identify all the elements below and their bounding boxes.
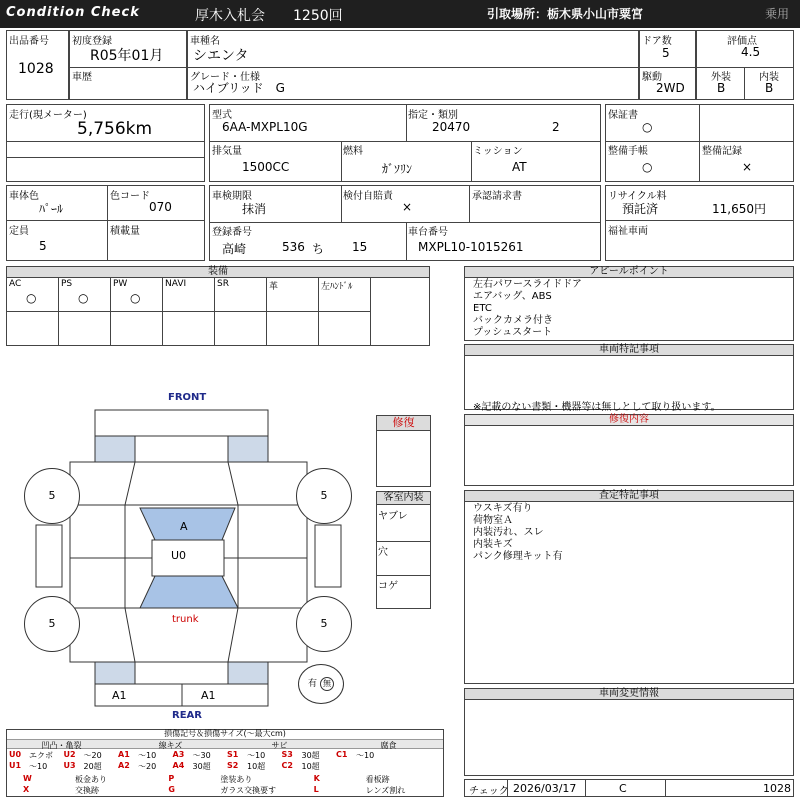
interior-value: B: [765, 81, 774, 95]
liability-label: 検付自賠責: [343, 191, 393, 202]
inspection-value: 抹消: [242, 202, 267, 216]
recycle-amount: 11,650円: [712, 202, 766, 216]
equipment-divider: [267, 311, 318, 312]
body-outline: [70, 462, 307, 662]
legend-group: 凹凸・亀裂: [7, 739, 116, 749]
cabin-title: 客室内装: [377, 492, 430, 505]
fuel-value: ｶﾞｿﾘﾝ: [382, 162, 413, 176]
legend-code: L: [313, 785, 319, 794]
equipment-value: ○: [78, 291, 89, 305]
legend-group: 線キズ: [116, 739, 225, 749]
score-box: [696, 30, 794, 100]
drive-label: 駆動: [642, 72, 662, 83]
assessment-box: [464, 490, 794, 684]
model-box: [209, 104, 601, 182]
class-value: 2: [552, 120, 560, 134]
assessment-line: 内装汚れ、スレ: [473, 527, 544, 538]
equipment-cell: [163, 278, 215, 345]
legend-text: 〜10: [356, 751, 375, 760]
legend-code: X: [23, 785, 30, 794]
equipment-divider: [59, 311, 110, 312]
inspection-label: 車検期限: [212, 191, 252, 202]
front-label: FRONT: [168, 392, 207, 403]
rear-glass: [140, 576, 238, 608]
legend-text: 〜30: [192, 751, 211, 760]
check-number: 1028: [763, 782, 791, 795]
welfare-label: 福祉車両: [608, 226, 648, 237]
first-reg-value: R05年01月: [90, 48, 164, 64]
doors-box: [639, 30, 696, 100]
special-note: ※記載のない書類・機器等は無しとして取り扱います。: [473, 402, 721, 413]
assessment-line: パンク修理キット有: [473, 551, 563, 562]
registration-box: [209, 185, 601, 261]
equipment-divider: [319, 311, 370, 312]
legend-code: C2: [281, 761, 293, 770]
hood: [125, 462, 238, 505]
legend-code: S1: [227, 750, 239, 759]
auction-name: 厚木入札会: [195, 8, 265, 24]
color-code-label: 色コード: [110, 191, 150, 202]
pickup-location: 引取場所：栃木県小山市粟宮: [487, 7, 644, 21]
mileage-label: 走行(現メーター): [9, 110, 87, 121]
appeal-title: アピールポイント: [465, 267, 793, 278]
legend-box: [6, 729, 444, 797]
tire-rear-left-value: 5: [48, 617, 56, 630]
color-code-value: 070: [149, 200, 172, 214]
legend-text: レンズ割れ: [365, 786, 406, 795]
equipment-cell: [319, 278, 371, 345]
tire-front-left-value: 5: [48, 489, 56, 502]
cabin-item-tear: ヤブレ: [378, 511, 408, 522]
tire-front-right-value: 5: [320, 489, 328, 502]
legend-code: A1: [118, 750, 130, 759]
chassis-value: MXPL10-1015261: [418, 240, 524, 254]
equipment-name: 左ﾊﾝﾄﾞﾙ: [321, 282, 353, 292]
cabin-item-hole: 穴: [378, 547, 388, 558]
changes-title: 車両変更情報: [465, 689, 793, 700]
right-mirror: [315, 525, 341, 587]
appeal-line: エアバッグ、ABS: [473, 291, 552, 302]
model-label: 型式: [212, 110, 232, 121]
drive-value: 2WD: [656, 81, 685, 95]
legend-code: P: [168, 774, 175, 783]
equipment-title: 装備: [7, 267, 429, 278]
interior-label: 内装: [759, 72, 779, 83]
legend-text: 〜10: [247, 751, 266, 760]
mileage-value: 5,756km: [77, 119, 153, 139]
equipment-cell: [215, 278, 267, 345]
tire-front-right: [296, 468, 352, 524]
legend-text: 20超: [83, 762, 102, 771]
car-name-label: 車種名: [190, 36, 220, 47]
equipment-divider: [215, 311, 266, 312]
assessment-line: 内装キズ: [473, 539, 513, 550]
rear-left-mark: A1: [112, 689, 127, 702]
appeal-line: バックカメラ付き: [473, 315, 553, 326]
legend-code: K: [313, 774, 320, 783]
designation-value: 20470: [432, 120, 471, 134]
spare-mark: 無: [320, 677, 334, 691]
approval-label: 承認請求書: [472, 191, 522, 202]
first-reg-box: [69, 30, 187, 100]
first-reg-label: 初度登録: [72, 36, 112, 47]
legend-text: 30超: [301, 751, 320, 760]
recycle-label: リサイクル料: [608, 191, 667, 202]
equipment-cell: [267, 278, 319, 345]
legend-text: エクボ: [29, 751, 53, 760]
score-label: 評価点: [727, 36, 757, 47]
tire-rear-right: [296, 596, 352, 652]
front-right-corner: [228, 436, 268, 462]
legend-code: G: [168, 785, 175, 794]
equipment-name: 革: [269, 282, 279, 292]
doors-value: 5: [662, 46, 670, 60]
plate-number: 15: [352, 240, 368, 254]
equipment-name: SR: [217, 279, 229, 289]
special-title: 車両特記事項: [465, 345, 793, 356]
equipment-divider: [111, 311, 162, 312]
equipment-name: PS: [61, 279, 73, 289]
roof-mark: U0: [171, 549, 187, 562]
score-value: 4.5: [741, 45, 761, 59]
equipment-cell: [111, 278, 163, 345]
rear-right-mark: A1: [201, 689, 216, 702]
legend-text: 塗装あり: [220, 775, 253, 784]
legend-text: 10超: [247, 762, 266, 771]
check-bar: [464, 779, 794, 797]
spare-tire-indicator: [298, 664, 344, 704]
legend-text: 交換跡: [75, 786, 99, 795]
legend-title: 損傷記号＆損傷サイズ(〜最大cm): [164, 729, 286, 738]
car-name-value: シエンタ: [193, 48, 249, 64]
brand-title: Condition Check: [6, 5, 140, 20]
legend-code: U2: [63, 750, 76, 759]
legend-text: 板金あり: [75, 775, 107, 784]
rear-label: REAR: [172, 710, 202, 721]
exterior-label: 外装: [711, 72, 731, 83]
equipment-divider: [163, 311, 214, 312]
legend-code: A2: [118, 761, 130, 770]
roof: [152, 540, 224, 576]
cabin-box: [376, 491, 431, 609]
session-number: 1250回: [293, 8, 343, 24]
repair-details-title: 修復内容: [465, 415, 793, 426]
recycle-status: 預託済: [622, 202, 659, 216]
mileage-box: [6, 104, 205, 182]
fuel-label: 燃料: [343, 146, 363, 157]
category-label: 乗用: [765, 7, 790, 21]
color-box: [6, 185, 205, 261]
repair-title: 修復: [377, 416, 430, 431]
front-left-corner: [95, 436, 135, 462]
equipment-value: ○: [130, 291, 141, 305]
equipment-box: [6, 266, 430, 346]
check-grade: C: [619, 782, 627, 795]
plate-label: 登録番号: [212, 227, 252, 238]
chassis-label: 車台番号: [408, 227, 448, 238]
header-bar: [0, 0, 800, 28]
displacement-label: 排気量: [212, 146, 242, 157]
equipment-cell: [7, 278, 59, 345]
legend-text: 〜10: [29, 762, 48, 771]
appeal-line: プッシュスタート: [473, 327, 553, 338]
legend-text: ガラス交換要す: [220, 786, 277, 795]
model-value: 6AA-MXPL10G: [222, 120, 308, 134]
displacement-value: 1500CC: [242, 160, 290, 174]
legend-text: 〜20: [83, 751, 102, 760]
maintenance-record-label: 整備記録: [702, 146, 742, 157]
tire-front-left: [24, 468, 80, 524]
cabin-item-burn: コゲ: [378, 581, 398, 592]
changes-box: [464, 688, 794, 776]
legend-code: A4: [172, 761, 185, 770]
hood-mark: A: [180, 520, 188, 533]
warranty-value: ○: [642, 120, 653, 134]
legend-code: U1: [9, 761, 22, 770]
color-label: 車体色: [9, 191, 39, 202]
grade-value: ハイブリッド G: [193, 81, 285, 95]
legend-group: サビ: [225, 739, 334, 749]
rear-right-corner: [228, 662, 268, 684]
history-label: 車歴: [72, 72, 92, 83]
assessment-title: 査定特記事項: [465, 491, 793, 502]
maintenance-book-value: ○: [642, 160, 653, 174]
maintenance-record-value: ×: [742, 160, 753, 174]
check-label: チェック: [469, 786, 509, 797]
equipment-divider: [7, 311, 58, 312]
mission-value: AT: [512, 160, 527, 174]
lot-value: 1028: [18, 61, 54, 77]
legend-code: U3: [63, 761, 76, 770]
legend-text: 30超: [192, 762, 211, 771]
exterior-value: B: [717, 81, 726, 95]
legend-text: 〜20: [138, 762, 157, 771]
lot-label: 出品番号: [9, 36, 49, 47]
repair-box: [376, 415, 431, 487]
designation-label: 指定・類別: [408, 110, 458, 121]
doors-label: ドア数: [642, 36, 672, 47]
check-date: 2026/03/17: [513, 782, 577, 795]
legend-group: 腐食: [334, 739, 443, 749]
legend-text: 10超: [301, 762, 320, 771]
appeal-line: ETC: [473, 303, 492, 314]
rear-left-corner: [95, 662, 135, 684]
color-value: ﾊﾟｰﾙ: [39, 202, 64, 216]
assessment-line: ウスキズ有り: [473, 503, 533, 514]
load-label: 積載量: [110, 226, 140, 237]
equipment-name: NAVI: [165, 279, 187, 289]
spare-label: 有: [308, 679, 318, 689]
assessment-line: 荷物室Ａ: [473, 515, 513, 526]
equipment-value: ○: [26, 291, 37, 305]
grade-label: グレード・仕様: [190, 72, 260, 83]
front-bumper: [95, 410, 268, 436]
legend-code: U0: [9, 750, 22, 759]
plate-kana: ち: [312, 242, 325, 256]
legend-code: C1: [336, 750, 348, 759]
liability-value: ×: [402, 200, 413, 214]
plate-class: 536: [282, 240, 305, 254]
appeal-box: [464, 266, 794, 341]
equipment-cell: [59, 278, 111, 345]
recycle-box: [605, 185, 794, 261]
plate-area: 高崎: [222, 242, 247, 256]
equipment-name: AC: [9, 279, 22, 289]
car-name-box: [187, 30, 639, 100]
legend-code: S3: [281, 750, 293, 759]
legend-code: W: [23, 774, 32, 783]
maintenance-book-label: 整備手帳: [608, 146, 648, 157]
tire-rear-right-value: 5: [320, 617, 328, 630]
repair-details-box: [464, 414, 794, 486]
legend-code: S2: [227, 761, 239, 770]
documents-box: [605, 104, 794, 182]
lot-box: [6, 30, 69, 100]
left-mirror: [36, 525, 62, 587]
legend-code: A3: [172, 750, 185, 759]
equipment-name: PW: [113, 279, 128, 289]
trunk-label: trunk: [172, 614, 199, 625]
mission-label: ミッション: [473, 146, 523, 157]
warranty-label: 保証書: [608, 110, 638, 121]
tire-rear-left: [24, 596, 80, 652]
appeal-line: 左右パワースライドドア: [473, 279, 582, 290]
legend-text: 〜10: [138, 751, 157, 760]
special-box: [464, 344, 794, 413]
capacity-label: 定員: [9, 226, 29, 237]
capacity-value: 5: [39, 239, 47, 253]
legend-text: 看板跡: [365, 775, 390, 784]
